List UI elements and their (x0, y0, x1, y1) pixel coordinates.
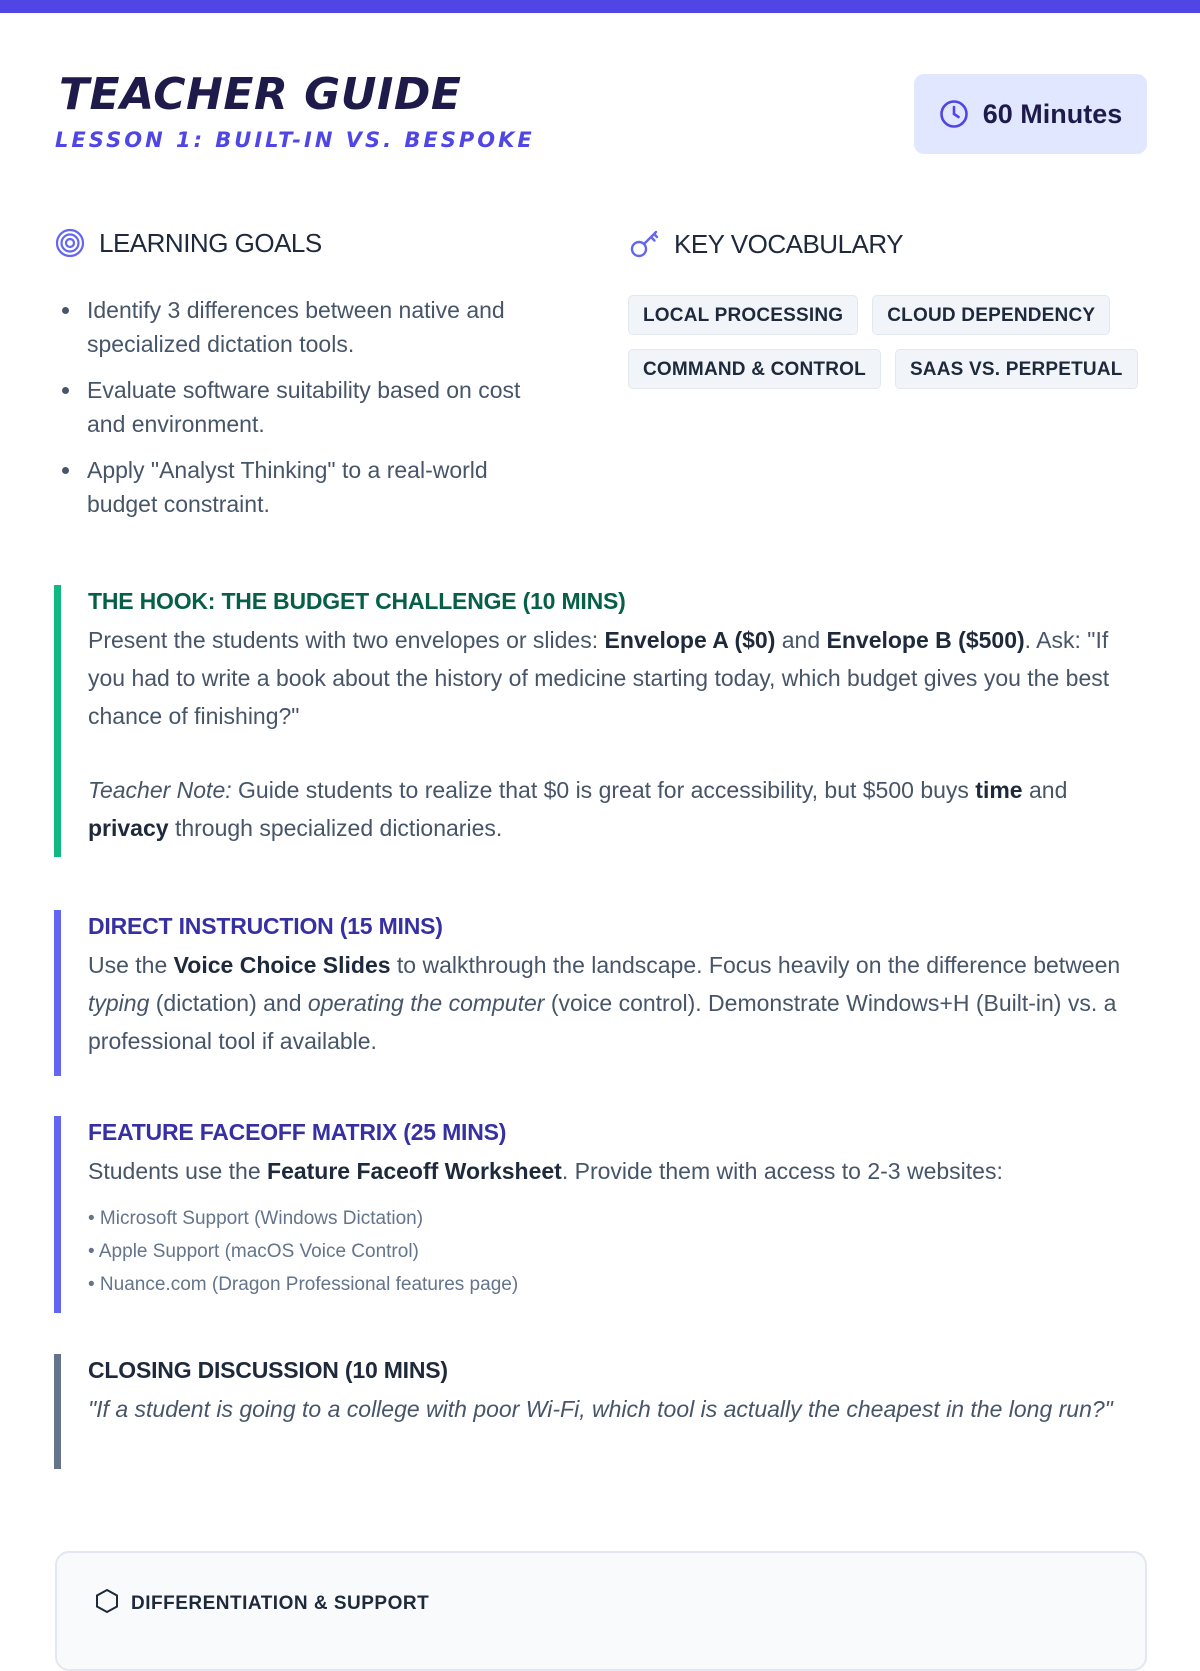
learning-goals-title: LEARNING GOALS (99, 228, 322, 258)
website-list (88, 1202, 1147, 1301)
direct-instruction-heading: DIRECT INSTRUCTION (15 MINS) (88, 913, 443, 939)
key-vocabulary-heading (628, 228, 903, 260)
page-title: TEACHER GUIDE (59, 69, 462, 120)
key-icon (628, 228, 660, 260)
vocab-chip: CLOUD DEPENDENCY (872, 295, 1110, 335)
list-item: Identify 3 differences between native and specialized dictation tools. (55, 293, 555, 361)
direct-instruction-section (54, 910, 1147, 1076)
vocab-chip: LOCAL PROCESSING (628, 295, 858, 335)
list-item: • Nuance.com (Dragon Professional features page) (88, 1274, 519, 1295)
hook-heading: THE HOOK: THE BUDGET CHALLENGE (10 MINS) (88, 588, 626, 614)
hook-paragraph: Present the students with two envelopes or slides: Envelope A ($0) and Envelope B ($500). Ask: "If you had to write a book about the history of medicine starting today, which budget gives you the best chance of finishing?" (88, 627, 1110, 729)
list-item: Evaluate software suitability based on cost and environment. (55, 373, 555, 441)
closing-discussion-section (54, 1354, 1147, 1469)
feature-faceoff-paragraph: Students use the Feature Faceoff Worksheet. Provide them with access to 2-3 websites: (88, 1158, 1003, 1184)
hook-section (54, 585, 1147, 857)
duration-text: 60 Minutes (982, 98, 1123, 129)
differentiation-card (55, 1551, 1147, 1671)
duration-badge (914, 74, 1147, 154)
closing-quote: "If a student is going to a college with poor Wi-Fi, which tool is actually the cheapest in the long run?" (88, 1396, 1113, 1422)
envelope-a: Envelope A ($0) (604, 627, 776, 653)
learning-goals-list (55, 293, 555, 533)
vocab-chip: COMMAND & CONTROL (628, 349, 881, 389)
list-item: • Microsoft Support (Windows Dictation) (88, 1208, 424, 1229)
feature-faceoff-section (54, 1116, 1147, 1313)
list-item: Apply "Analyst Thinking" to a real-world budget constraint. (55, 453, 555, 521)
target-icon (55, 228, 85, 258)
list-item: • Apple Support (macOS Voice Control) (88, 1241, 419, 1262)
direct-instruction-paragraph: Use the Voice Choice Slides to walkthrough the landscape. Focus heavily on the difference between typing (dictation) and operating the computer (voice control). Demonstrate Windows+H (Built-in) vs. a professional tool if available. (88, 952, 1121, 1054)
differentiation-title: DIFFERENTIATION & SUPPORT (131, 1593, 430, 1614)
lesson-subtitle: LESSON 1: BUILT-IN VS. BESPOKE (55, 128, 535, 152)
clock-icon (939, 99, 969, 129)
closing-heading: CLOSING DISCUSSION (10 MINS) (88, 1357, 448, 1383)
teacher-note: Teacher Note: Guide students to realize that $0 is great for accessibility, but $500 buys time and privacy through specialized dictionaries. (88, 777, 1068, 841)
key-vocabulary-title: KEY VOCABULARY (674, 229, 904, 259)
top-accent-bar (0, 0, 1200, 13)
learning-goals-heading (55, 228, 322, 258)
feature-faceoff-heading: FEATURE FACEOFF MATRIX (25 MINS) (88, 1119, 507, 1145)
teacher-note-label: Teacher Note: (88, 777, 232, 803)
differentiation-heading (93, 1587, 429, 1621)
envelope-b: Envelope B ($500) (826, 627, 1025, 653)
hexagon-icon (93, 1587, 121, 1621)
vocab-chip: SAAS VS. PERPETUAL (895, 349, 1138, 389)
vocabulary-chips (628, 295, 1147, 389)
